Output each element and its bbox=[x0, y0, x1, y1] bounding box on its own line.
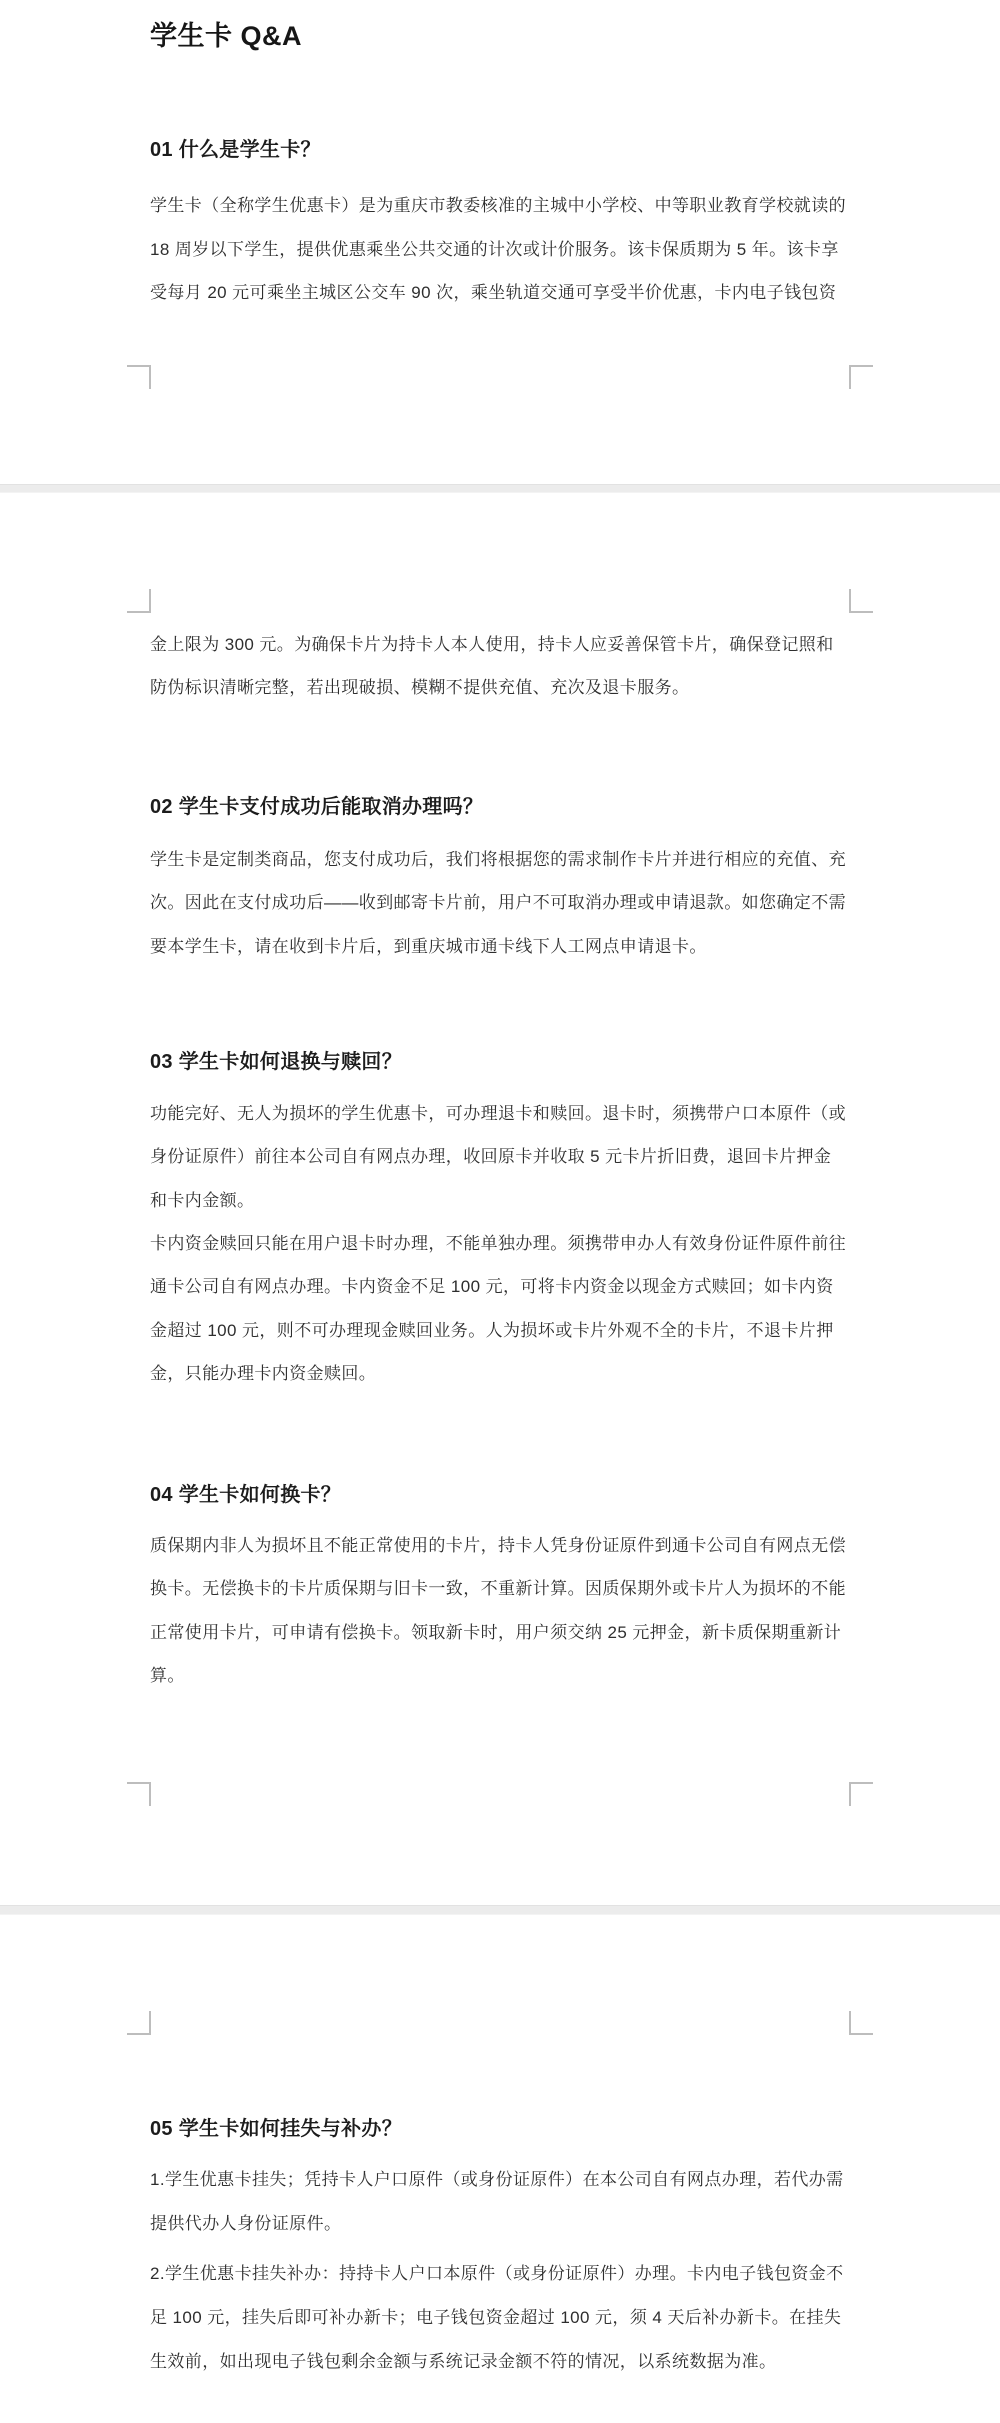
body-line: 受每月 20 元可乘坐主城区公交车 90 次，乘坐轨道交通可享受半价优惠，卡内电子钱包资 bbox=[150, 283, 837, 302]
question-heading-05: 05 学生卡如何挂失与补办？ bbox=[150, 2118, 403, 2140]
body-line: 和卡内金额。 bbox=[150, 1191, 255, 1210]
page-gap-2 bbox=[0, 1905, 1000, 1915]
body-line: 要本学生卡，请在收到卡片后，到重庆城市通卡线下人工网点申请退卡。 bbox=[150, 937, 707, 956]
body-line: 算。 bbox=[150, 1666, 185, 1685]
body-line: 换卡。无偿换卡的卡片质保期与旧卡一致，不重新计算。因质保期外或卡片人为损坏的不能 bbox=[150, 1579, 846, 1598]
body-line: 1.学生优惠卡挂失；凭持卡人户口原件（或身份证原件）在本公司自有网点办理，若代办需 bbox=[150, 2170, 844, 2189]
body-line: 功能完好、无人为损坏的学生优惠卡，可办理退卡和赎回。退卡时，须携带户口本原件（或 bbox=[150, 1104, 846, 1123]
body-line: 学生卡（全称学生优惠卡）是为重庆市教委核准的主城中小学校、中等职业教育学校就读的 bbox=[150, 196, 846, 215]
text-boundary-mark-bottom-left bbox=[127, 1782, 151, 1806]
question-heading-04: 04 学生卡如何换卡？ bbox=[150, 1484, 342, 1506]
text-boundary-mark-top-right bbox=[849, 2011, 873, 2035]
text-boundary-mark-bottom-left bbox=[127, 365, 151, 389]
body-line: 正常使用卡片，可申请有偿换卡。领取新卡时，用户须交纳 25 元押金，新卡质保期重新计 bbox=[150, 1623, 842, 1642]
body-line: 金超过 100 元，则不可办理现金赎回业务。人为损坏或卡片外观不全的卡片，不退卡片押 bbox=[150, 1321, 834, 1340]
text-boundary-mark-top-left bbox=[127, 2011, 151, 2035]
body-line: 身份证原件）前往本公司自有网点办理，收回原卡并收取 5 元卡片折旧费，退回卡片押金 bbox=[150, 1147, 832, 1166]
text-boundary-mark-bottom-right bbox=[849, 1782, 873, 1806]
body-line: 足 100 元，挂失后即可补办新卡；电子钱包资金超过 100 元，须 4 天后补办新卡。在挂失 bbox=[150, 2308, 842, 2327]
page-gap-1 bbox=[0, 484, 1000, 493]
body-line: 金上限为 300 元。为确保卡片为持卡人本人使用，持卡人应妥善保管卡片，确保登记照和 bbox=[150, 635, 834, 654]
body-line: 次。因此在支付成功后——收到邮寄卡片前，用户不可取消办理或申请退款。如您确定不需 bbox=[150, 893, 846, 912]
body-line: 质保期内非人为损坏且不能正常使用的卡片，持卡人凭身份证原件到通卡公司自有网点无偿 bbox=[150, 1536, 846, 1555]
body-line: 生效前，如出现电子钱包剩余金额与系统记录金额不符的情况，以系统数据为准。 bbox=[150, 2352, 777, 2371]
body-line: 2.学生优惠卡挂失补办：持持卡人户口本原件（或身份证原件）办理。卡内电子钱包资金不 bbox=[150, 2264, 844, 2283]
text-boundary-mark-top-left bbox=[127, 589, 151, 613]
body-line: 金，只能办理卡内资金赎回。 bbox=[150, 1364, 377, 1383]
body-line: 通卡公司自有网点办理。卡内资金不足 100 元，可将卡内资金以现金方式赎回；如卡内资 bbox=[150, 1277, 834, 1296]
question-heading-01: 01 什么是学生卡？ bbox=[150, 139, 321, 161]
doc-title: 学生卡 Q&A bbox=[150, 21, 302, 51]
question-heading-03: 03 学生卡如何退换与赎回？ bbox=[150, 1051, 403, 1073]
text-boundary-mark-top-right bbox=[849, 589, 873, 613]
body-line: 学生卡是定制类商品，您支付成功后，我们将根据您的需求制作卡片并进行相应的充值、充 bbox=[150, 850, 846, 869]
page-1 bbox=[0, 0, 1000, 484]
body-line: 提供代办人身份证原件。 bbox=[150, 2214, 342, 2233]
question-heading-02: 02 学生卡支付成功后能取消办理吗？ bbox=[150, 796, 484, 818]
body-line: 18 周岁以下学生，提供优惠乘坐公共交通的计次或计价服务。该卡保质期为 5 年。该卡享 bbox=[150, 240, 839, 259]
text-boundary-mark-bottom-right bbox=[849, 365, 873, 389]
body-line: 防伪标识清晰完整，若出现破损、模糊不提供充值、充次及退卡服务。 bbox=[150, 678, 690, 697]
body-line: 卡内资金赎回只能在用户退卡时办理，不能单独办理。须携带申办人有效身份证件原件前往 bbox=[150, 1234, 846, 1253]
